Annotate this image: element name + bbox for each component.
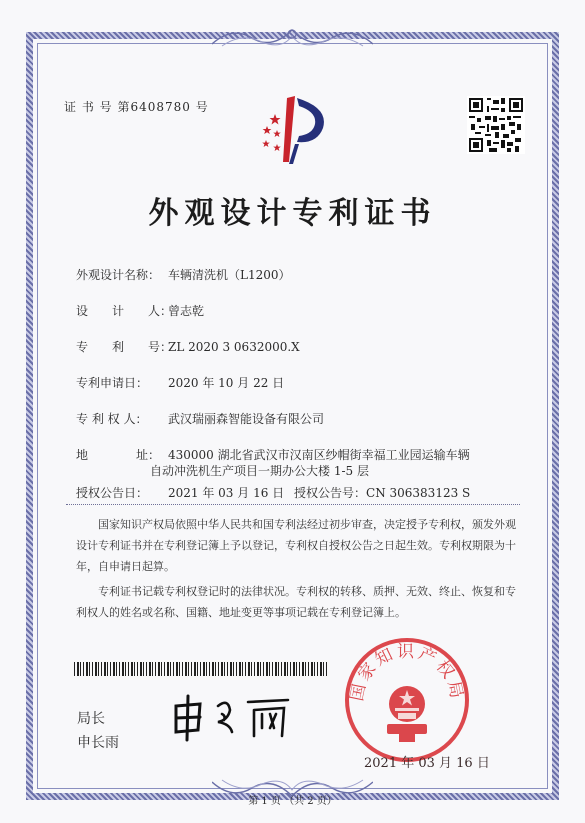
- paragraph-legal-status: 专利证书记载专利权登记时的法律状况。专利权的转移、质押、无效、终止、恢复和专利权人的姓名或名称、国籍、地址变更等事项记载在专利登记簿上。: [76, 585, 516, 619]
- paragraph-grant: 国家知识产权局依照中华人民共和国专利法经过初步审查，决定授予专利权，颁发外观设计专利证书并在专利登记簿上予以登记，专利权自授权公告之日起生效。专利权期限为十年，自申请日起算。: [76, 518, 516, 573]
- commissioner-title: 局长: [77, 711, 105, 727]
- designer-label: 设 计 人：: [76, 304, 173, 318]
- page-number: 第 1 页 （共 2 页）: [248, 796, 337, 807]
- address-line-1: 430000 湖北省武汉市汉南区纱帽街幸福工业园运输车辆: [168, 448, 470, 462]
- top-ornament-icon: [212, 24, 373, 50]
- patent-number-value: ZL 2020 3 0632000.X: [168, 340, 300, 354]
- barcode-strip: [74, 662, 328, 676]
- certificate-number: 证 书 号 第6408780 号: [64, 100, 209, 114]
- commissioner-name: 申长雨: [77, 735, 119, 751]
- patentee-row: [76, 410, 324, 427]
- official-seal-icon: [343, 636, 471, 764]
- document-title: 外观设计专利证书: [148, 196, 437, 231]
- qr-code-icon: [467, 96, 525, 154]
- designer-row: [76, 302, 204, 319]
- grant-number-row: [294, 484, 470, 501]
- patent-number-row: [76, 338, 300, 355]
- filing-date-value: 2020 年 10 月 22 日: [168, 376, 285, 390]
- address-label: 地 址：: [76, 448, 161, 462]
- grant-number-label: 授权公告号：: [294, 486, 367, 500]
- handwritten-signature-icon: [170, 692, 300, 742]
- seal-date: 2021 年 03 月 16 日: [364, 756, 490, 771]
- design-name-label: 外观设计名称：: [76, 268, 161, 282]
- cnipa-logo-icon: [253, 90, 333, 170]
- grant-date-label: 授权公告日：: [76, 486, 149, 500]
- design-name-row: [76, 266, 291, 283]
- filing-date-row: [76, 374, 284, 391]
- svg-text:国家知识产权局: 国家知识产权局: [347, 641, 467, 703]
- grant-date-row: [76, 484, 284, 501]
- patent-number-label: 专 利 号：: [76, 340, 173, 354]
- address-line-2: 自动冲洗机生产项目一期办公大楼 1-5 层: [150, 464, 369, 478]
- filing-date-label: 专利申请日：: [76, 376, 149, 390]
- grant-number-value: CN 306383123 S: [366, 486, 471, 500]
- address-row: [76, 446, 470, 463]
- designer-value: 曾志乾: [168, 304, 205, 318]
- grant-date-value: 2021 年 03 月 16 日: [168, 486, 285, 500]
- patentee-value: 武汉瑞丽森智能设备有限公司: [168, 412, 325, 426]
- patentee-label: 专 利 权 人：: [76, 412, 148, 426]
- divider-line: [66, 504, 520, 505]
- design-name-value: 车辆清洗机（L1200）: [168, 268, 291, 282]
